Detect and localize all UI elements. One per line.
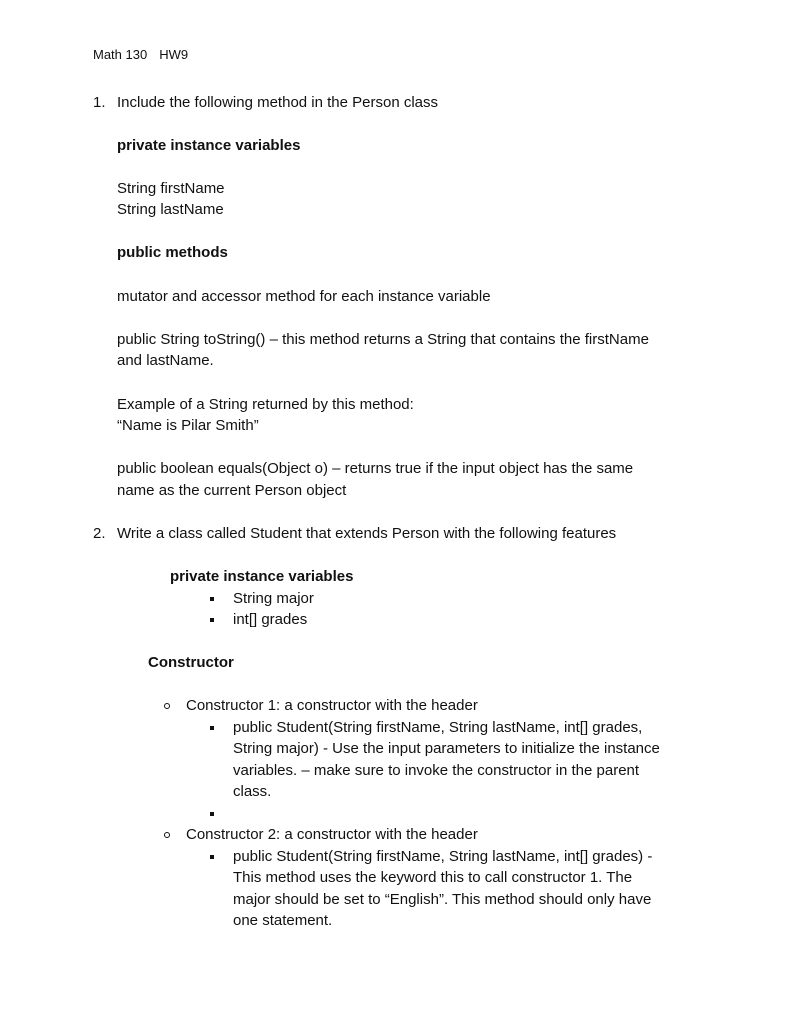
square-bullet-icon xyxy=(210,855,214,859)
page-header xyxy=(93,45,188,65)
q1-tostring-text: public String toString() – this method returns a String that contains the firstName xyxy=(117,331,649,348)
q1-example-text: Example of a String returned by this method: xyxy=(117,396,414,413)
q1-accessor-text: mutator and accessor method for each instance variable xyxy=(117,288,491,305)
circle-bullet-icon xyxy=(164,832,170,838)
q2-private-heading: private instance variables xyxy=(170,568,354,585)
assignment-label: HW9 xyxy=(159,47,189,62)
constructor-1-title: Constructor 1: a constructor with the header xyxy=(186,697,478,714)
q1-public-heading: public methods xyxy=(117,244,228,261)
q1-equals-text: name as the current Person object xyxy=(117,482,347,499)
constructor-2-text: one statement. xyxy=(233,912,333,929)
circle-bullet-icon xyxy=(164,703,170,709)
square-bullet-icon xyxy=(210,597,214,601)
q1-number: 1. xyxy=(93,94,106,111)
constructor-1-text: variables. – make sure to invoke the constructor in the parent xyxy=(233,762,640,779)
constructor-2-text: major should be set to “English”. This method should only have xyxy=(233,891,652,908)
constructor-2-text: This method uses the keyword this to call constructor 1. The xyxy=(233,869,633,886)
q1-tostring-text: and lastName. xyxy=(117,352,214,369)
constructor-1-text: class. xyxy=(233,783,272,800)
q1-private-var: String firstName xyxy=(117,180,225,197)
square-bullet-icon xyxy=(210,726,214,730)
q1-private-var: String lastName xyxy=(117,201,224,218)
q1-example-text: “Name is Pilar Smith” xyxy=(117,417,259,434)
constructor-1-text: String major) - Use the input parameters to initialize the instance xyxy=(233,740,660,757)
course-label: Math 130 xyxy=(93,47,148,62)
q2-intro: Write a class called Student that extends Person with the following features xyxy=(117,525,617,542)
q2-constructor-heading: Constructor xyxy=(148,654,234,671)
constructor-2-title: Constructor 2: a constructor with the header xyxy=(186,826,478,843)
q2-number: 2. xyxy=(93,525,106,542)
square-bullet-icon xyxy=(210,812,214,816)
q2-private-var: String major xyxy=(233,590,314,607)
constructor-1-text: public Student(String firstName, String lastName, int[] grades, xyxy=(233,719,643,736)
q1-equals-text: public boolean equals(Object o) – returns true if the input object has the same xyxy=(117,460,634,477)
q2-private-var: int[] grades xyxy=(233,611,308,628)
q1-private-heading: private instance variables xyxy=(117,137,301,154)
q1-intro: Include the following method in the Person class xyxy=(117,94,439,111)
constructor-2-text: public Student(String firstName, String lastName, int[] grades) - xyxy=(233,848,653,865)
square-bullet-icon xyxy=(210,618,214,622)
